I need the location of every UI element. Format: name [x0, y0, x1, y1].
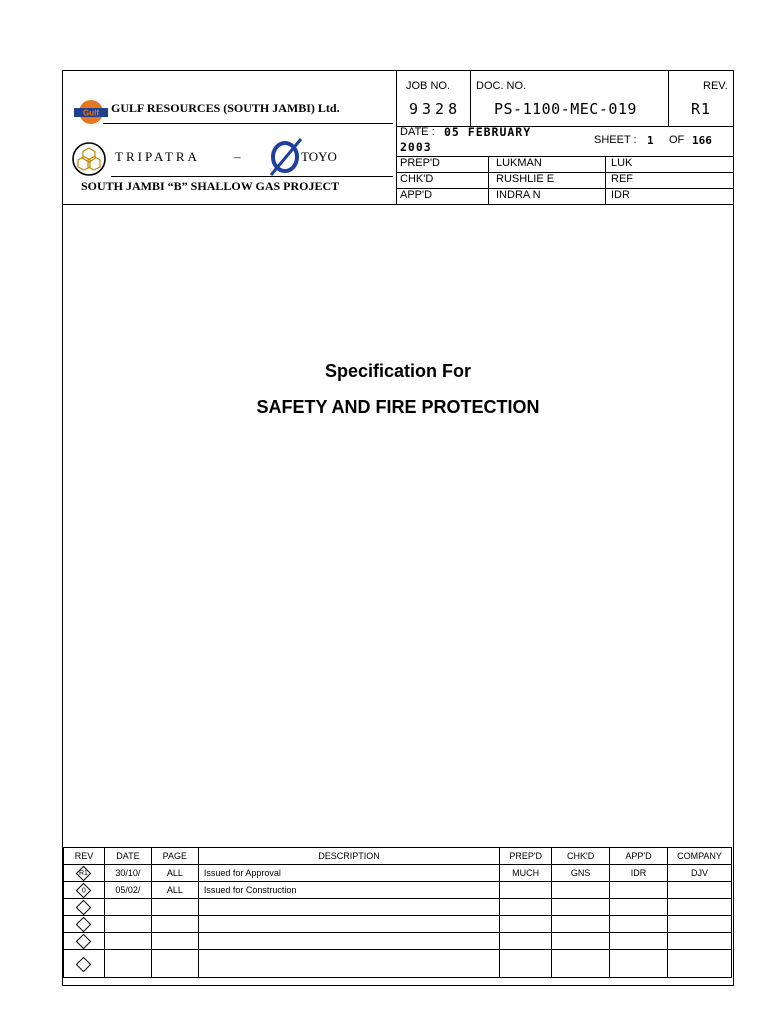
doc-no-label: DOC. NO.	[476, 80, 527, 92]
chkd-col-header: CHK'D	[552, 848, 610, 865]
document-sheet	[62, 70, 734, 986]
revision-header-row	[64, 848, 732, 865]
table-cell: ALL	[151, 882, 198, 899]
table-cell	[151, 933, 198, 950]
table-cell: IDR	[610, 865, 668, 882]
table-row	[64, 916, 732, 933]
table-cell: MUCH	[500, 865, 552, 882]
table-cell	[151, 899, 198, 916]
table-row	[64, 899, 732, 916]
prepd-initials: LUK	[611, 157, 633, 169]
table-cell	[500, 950, 552, 978]
revision-diamond-icon	[76, 934, 92, 950]
table-cell	[104, 916, 151, 933]
table-cell	[151, 916, 198, 933]
company-underline	[103, 123, 393, 124]
revision-diamond-icon	[76, 956, 92, 972]
chkd-label: CHK'D	[400, 173, 434, 185]
jobno-divider	[470, 71, 471, 126]
date-value-line2: 2003	[400, 140, 432, 154]
job-no-value: 9328	[409, 100, 462, 118]
svg-text:Gulf: Gulf	[83, 108, 99, 118]
table-cell	[552, 950, 610, 978]
project-name: SOUTH JAMBI “B” SHALLOW GAS PROJECT	[81, 179, 340, 193]
table-cell	[552, 882, 610, 899]
table-cell	[668, 916, 732, 933]
appd-col-header: APP'D	[610, 848, 668, 865]
table-cell	[668, 933, 732, 950]
prepd-name: LUKMAN	[496, 157, 542, 169]
appd-name: INDRA N	[496, 189, 541, 201]
table-cell: GNS	[552, 865, 610, 882]
table-cell	[104, 933, 151, 950]
table-cell	[668, 882, 732, 899]
table-cell: DJV	[668, 865, 732, 882]
sheet-label: SHEET :	[594, 134, 637, 146]
partners-underline	[111, 176, 393, 177]
partner-dash: –	[234, 149, 241, 164]
revision-table	[63, 847, 732, 978]
table-cell: 30/10/	[104, 865, 151, 882]
gulf-logo	[73, 99, 109, 125]
chkd-initials: REF	[611, 173, 633, 185]
table-cell	[668, 899, 732, 916]
table-cell	[610, 933, 668, 950]
table-cell	[104, 950, 151, 978]
table-cell	[198, 950, 499, 978]
table-cell	[151, 950, 198, 978]
toyo-label: TOYO	[301, 149, 337, 164]
spec-title-line2: SAFETY AND FIRE PROTECTION	[256, 397, 540, 417]
table-cell	[500, 916, 552, 933]
table-cell	[500, 933, 552, 950]
row-divider-chkd	[396, 172, 733, 173]
table-cell	[552, 916, 610, 933]
revision-diamond-icon: R1	[76, 866, 92, 882]
prepd-col-header: PREP'D	[500, 848, 552, 865]
table-cell	[610, 916, 668, 933]
appd-initials: IDR	[611, 189, 630, 201]
table-cell: ALL	[151, 865, 198, 882]
toyo-logo	[267, 137, 303, 177]
table-cell	[198, 899, 499, 916]
job-no-label: JOB NO.	[406, 80, 451, 92]
table-cell	[198, 933, 499, 950]
rev-divider	[668, 71, 669, 126]
revision-diamond-icon	[76, 900, 92, 916]
table-cell	[500, 882, 552, 899]
row-divider-appd	[396, 188, 733, 189]
date-value-line1: 05 FEBRUARY	[444, 125, 532, 139]
chkd-name: RUSHLIE E	[496, 173, 555, 185]
table-cell: 05/02/	[104, 882, 151, 899]
prepd-label: PREP'D	[400, 157, 440, 169]
table-cell	[552, 899, 610, 916]
row-divider-prepd	[396, 156, 733, 157]
table-cell	[610, 950, 668, 978]
sheet-value: 1	[647, 134, 654, 147]
doc-no-value: PS-1100-MEC-019	[494, 100, 637, 118]
page-col-header: PAGE	[151, 848, 198, 865]
table-row	[64, 933, 732, 950]
spec-title-line1: Specification For	[324, 361, 472, 381]
revision-diamond-icon	[76, 917, 92, 933]
table-cell	[198, 916, 499, 933]
appd-label: APP'D	[400, 189, 433, 201]
title-block-bottom	[63, 204, 733, 205]
date-col-header: DATE	[104, 848, 151, 865]
table-cell	[668, 950, 732, 978]
rev-label: REV.	[703, 80, 728, 92]
of-label: OF	[669, 134, 685, 146]
rev-col-header: REV	[64, 848, 105, 865]
table-cell	[610, 899, 668, 916]
tripatra-label: TRIPATRA	[115, 149, 200, 164]
description-col-header: DESCRIPTION	[198, 848, 499, 865]
table-cell	[610, 882, 668, 899]
names-divider	[488, 156, 489, 205]
date-label: DATE :	[400, 126, 435, 138]
title-block-divider	[396, 71, 397, 205]
tripatra-logo	[71, 141, 107, 177]
table-cell: Issued for Approval	[198, 865, 499, 882]
table-row	[64, 950, 732, 978]
initials-divider	[605, 156, 606, 205]
table-cell	[500, 899, 552, 916]
revision-diamond-icon: 0	[76, 883, 92, 899]
table-cell	[552, 933, 610, 950]
company-name: GULF RESOURCES (SOUTH JAMBI) Ltd.	[111, 101, 340, 115]
table-row	[64, 865, 732, 882]
table-cell: Issued for Construction	[198, 882, 499, 899]
company-col-header: COMPANY	[668, 848, 732, 865]
of-value: 166	[692, 134, 712, 147]
rev-value: R1	[691, 100, 712, 118]
table-cell	[104, 899, 151, 916]
table-row	[64, 882, 732, 899]
